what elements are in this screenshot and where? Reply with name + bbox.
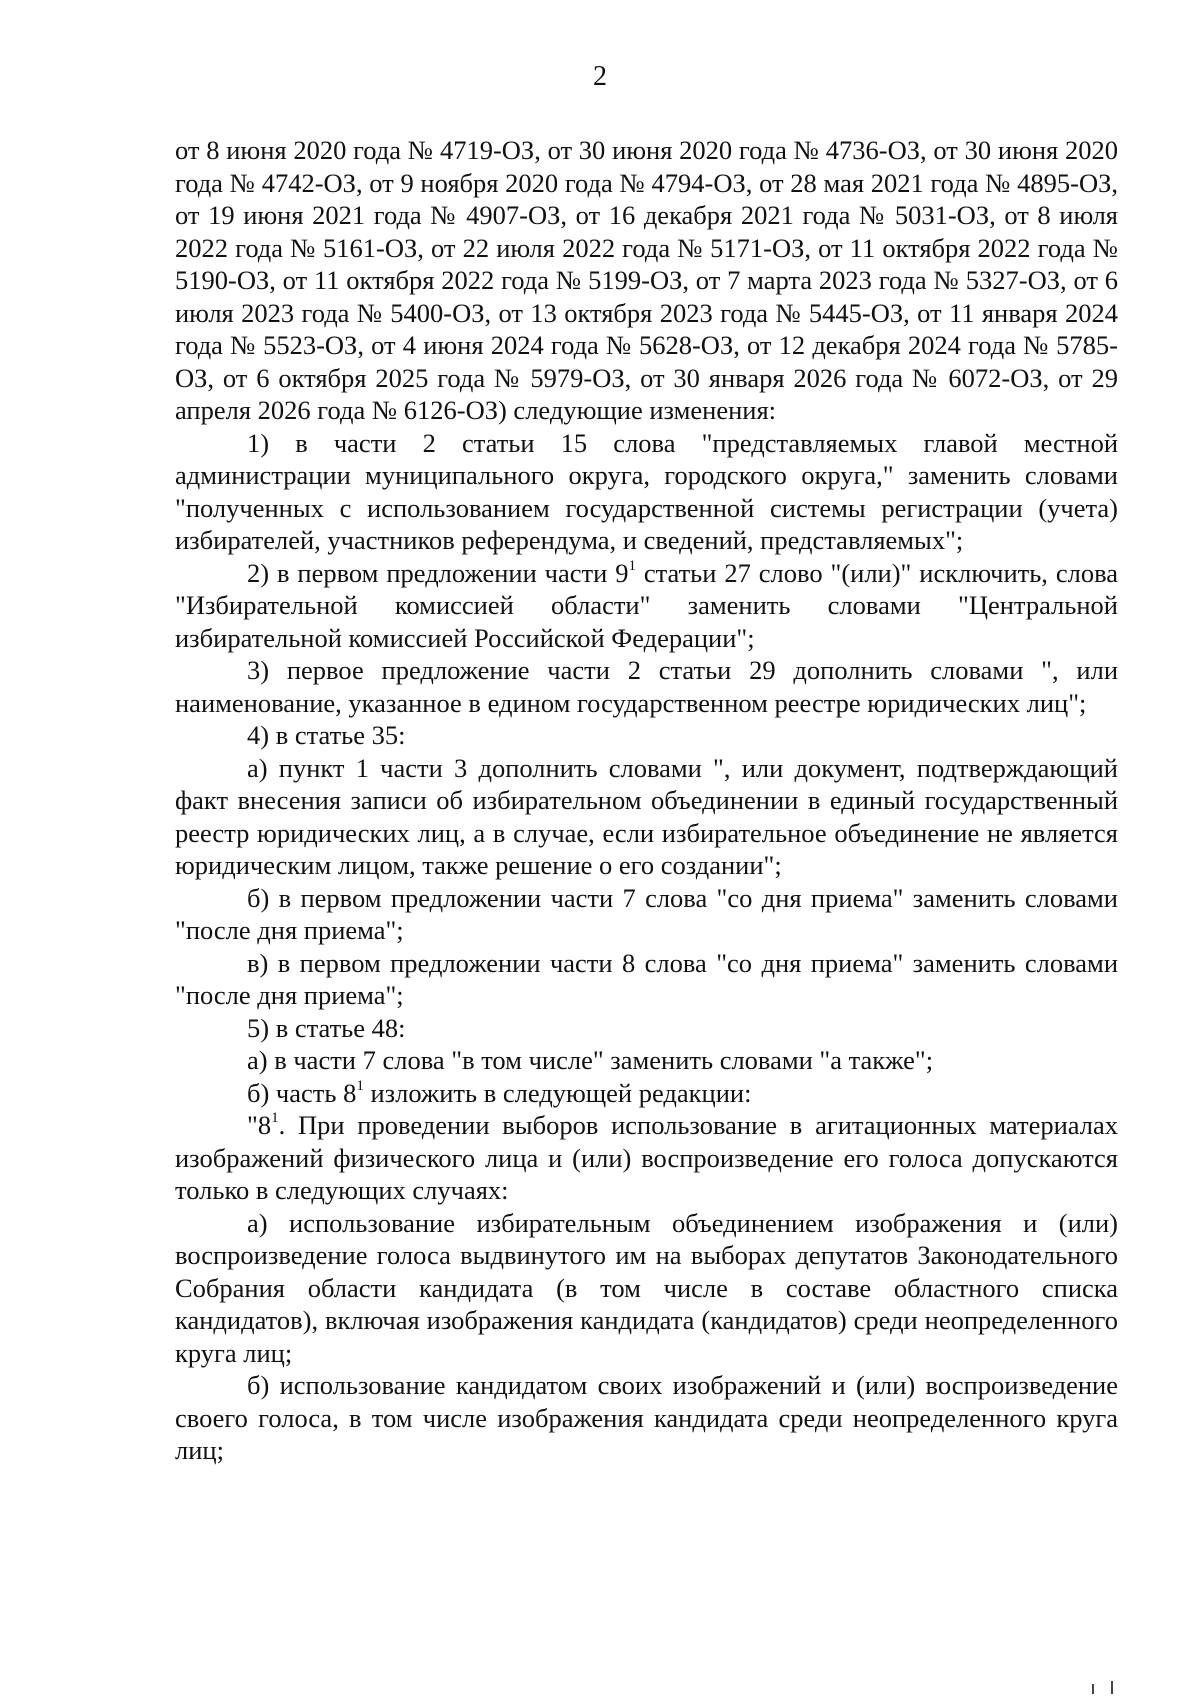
- paragraph-item-4: 4) в статье 35:: [247, 720, 406, 750]
- paragraph-law-list: от 8 июня 2020 года № 4719-ОЗ, от 30 июня 2020 года № 4736-ОЗ, от 30 июня 2020 года № 4742-ОЗ, от 9 ноября 2020 года № 4794-ОЗ, от 28 мая 2021 года № 4895-ОЗ, от 19 июня 2021 года № 4907-ОЗ, от 16 декабря 2021 года № 5031-ОЗ, от 8 июля 2022 года № 5161-ОЗ, от 22 июля 2022 года № 5171-ОЗ, от 11 октября 2022 года № 5190-ОЗ, от 11 октября 2022 года № 5199-ОЗ, от 7 марта 2023 года № 5327-ОЗ, от 6 июля 2023 года № 5400-ОЗ, от 13 октября 2023 года № 5445-ОЗ, от 11 января 2024 года № 5523-ОЗ, от 4 июня 2024 года № 5628-ОЗ, от 12 декабря 2024 года № 5785-ОЗ, от 6 октября 2025 года № 5979-ОЗ, от 30 января 2026 года № 6072-ОЗ, от 29 апреля 2026 года № 6126-ОЗ) следующие изменения:: [175, 135, 1118, 425]
- paragraph-item-5b: б) часть $8^1$ изложить в следующей редакции:: [247, 1077, 752, 1108]
- paragraph-item-1: 1) в части 2 статьи 15 слова "представляемых главой местной администрации муниципального округа, городского округа," заменить словами "полученных с использованием государственной системы регистрации (учета) избирателей, участников референдума, и сведений, представляемых";: [175, 427, 1118, 555]
- paragraph-new-part: "$8^1$. При проведении выборов использование в агитационных материалах изображений физического лица и (или) воспроизведение его голоса допускаются только в следующих случаях:: [175, 1110, 1118, 1205]
- paragraph-item-5a: а) в части 7 слова "в том числе" заменить словами "а также";: [247, 1045, 934, 1075]
- paragraph-subitem-b: б) использование кандидатом своих изображений и (или) воспроизведение своего голоса, в том числе изображения кандидата среди неопределенного круга лиц;: [175, 1370, 1118, 1465]
- paragraph-item-5: 5) в статье 48:: [247, 1012, 406, 1043]
- scan-mark: [1111, 1681, 1113, 1694]
- paragraph-item-4v: в) в первом предложении части 8 слова "со дня приема" заменить словами "после дня приема";: [175, 947, 1118, 1010]
- paragraph-item-4a: а) пункт 1 части 3 дополнить словами ", или документ, подтверждающий факт внесения записи об избирательном объединении в единый государственный реестр юридических лиц, а в случае, если избирательное объединение не является юридическим лицом, также решение о его создании";: [175, 752, 1118, 880]
- scan-mark: [1092, 1684, 1094, 1694]
- superscript: 1: [628, 557, 636, 574]
- paragraph-item-4b: б) в первом предложении части 7 слова "со дня приема" заменить словами "после дня приема";: [175, 882, 1118, 945]
- paragraph-subitem-a: а) использование избирательным объединением изображения и (или) воспроизведение голоса выдвинутого им на выборах депутатов Законодательного Собрания области кандидата (в том числе в составе областного списка кандидатов), включая изображения кандидата (кандидатов) среди неопределенного круга лиц;: [175, 1207, 1118, 1368]
- page-number: 2: [593, 61, 607, 92]
- superscript: 1: [271, 1110, 279, 1127]
- document-body: [175, 134, 1118, 1467]
- superscript: 1: [356, 1077, 364, 1094]
- paragraph-item-3: 3) первое предложение части 2 статьи 29 дополнить словами ", или наименование, указанное в едином государственном реестре юридических лиц";: [175, 655, 1118, 718]
- paragraph-item-2: 2) в первом предложении части $9^1$ статьи 27 слово "(или)" исключить, слова "Избирательной комиссией области" заменить словами "Центральной избирательной комиссией Российской Федерации";: [175, 557, 1118, 653]
